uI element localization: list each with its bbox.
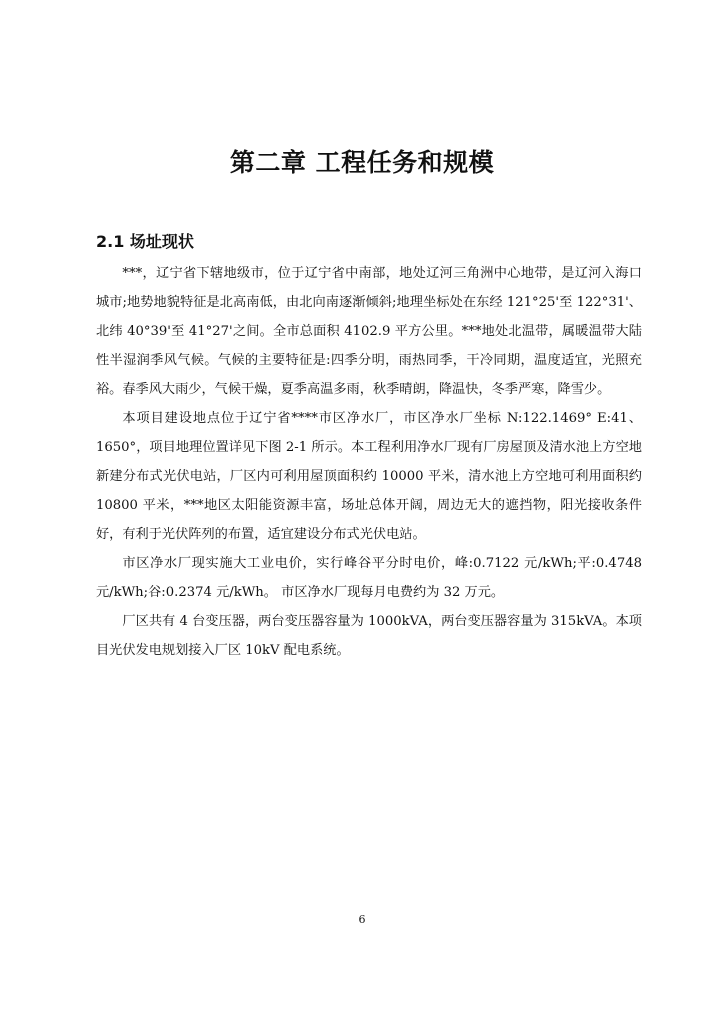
page-number: 6 (358, 913, 366, 926)
section-heading: 2.1 场址现状 (96, 232, 194, 251)
paragraph-transformers: 厂区共有 4 台变压器，两台变压器容量为 1000kVA，两台变压器容量为 315kVA。本项目光伏发电规划接入厂区 10kV 配电系统。 (96, 614, 642, 658)
paragraph-project-location: 本项目建设地点位于辽宁省****市区净水厂，市区净水厂坐标 N:122.1469° E:41、1650°，项目地理位置详见下图 2-1 所示。本工程利用净水厂现有厂房屋顶及清水池上方空地新建分布式光伏电站，厂区内可利用屋顶面积约 10000 平米，清水池上方空地可利用面积约 10800 平米，***地区太阳能资源丰富，场址总体开阔，周边无大的遮挡物，阳光接收条件好，有利于光伏阵列的布置，适宜建设分布式光伏电站。 (96, 411, 642, 542)
section-body (96, 259, 642, 665)
chapter-title: 第二章 工程任务和规模 (229, 148, 495, 177)
paragraph-site-overview: ***，辽宁省下辖地级市，位于辽宁省中南部，地处辽河三角洲中心地带，是辽河入海口城市;地势地貌特征是北高南低，由北向南逐渐倾斜;地理坐标处在东经 121°25'至 122°31'、北纬 40°39'至 41°27'之间。全市总面积 4102.9 平方公里。***地处北温带，属暖温带大陆性半湿润季风气候。气候的主要特征是:四季分明，雨热同季，干冷同期，温度适宜，光照充裕。春季风大雨少，气候干燥，夏季高温多雨，秋季晴朗，降温快，冬季严寒，降雪少。 (96, 266, 642, 397)
paragraph-electricity-price: 市区净水厂现实施大工业电价，实行峰谷平分时电价，峰:0.7122 元/kWh;平:0.4748 元/kWh;谷:0.2374 元/kWh。 市区净水厂现每月电费约为 32 万元。 (96, 556, 642, 600)
